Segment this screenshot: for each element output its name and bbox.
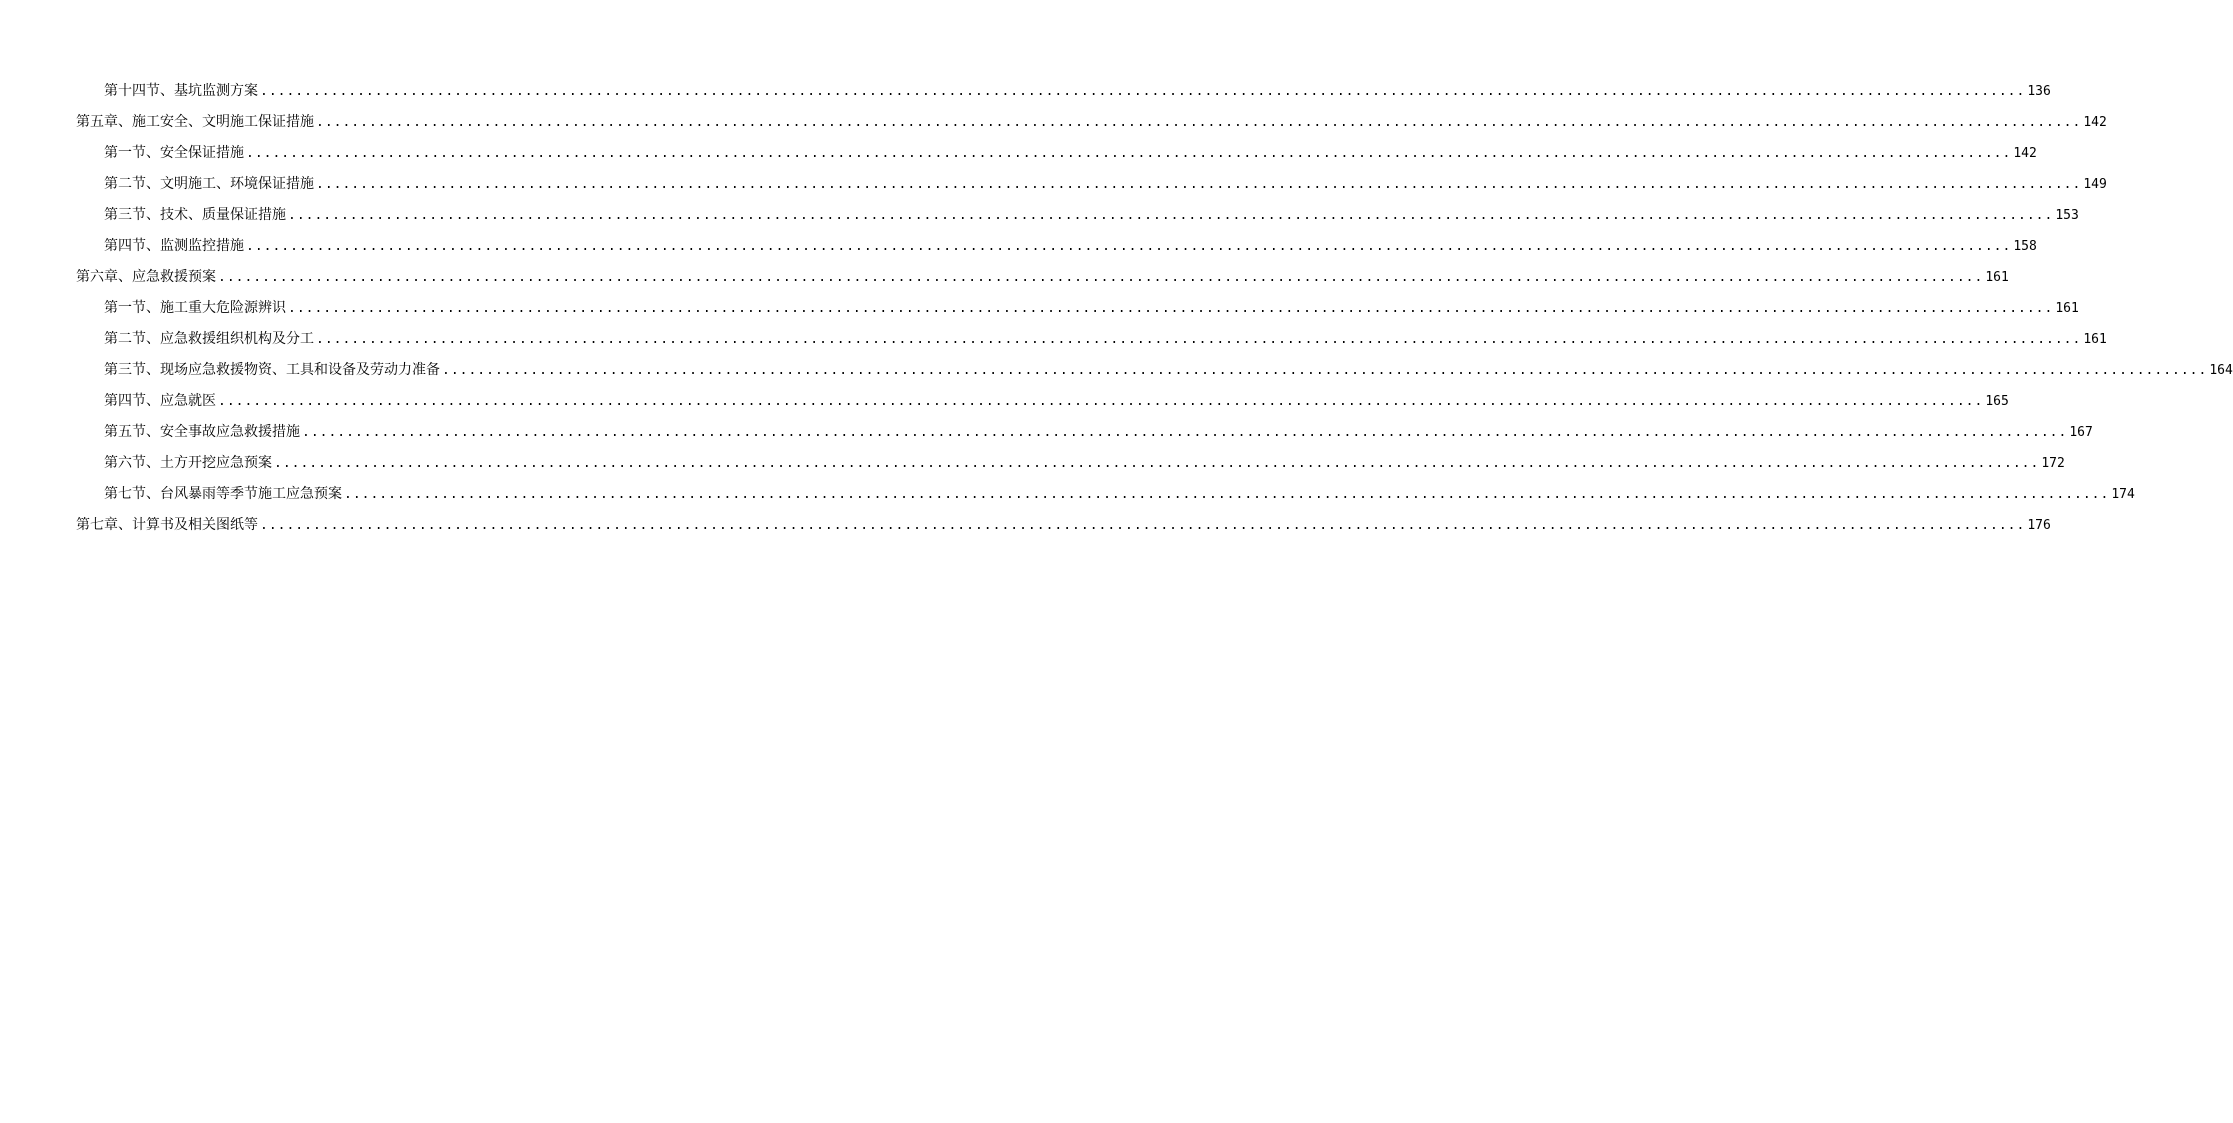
toc-entry-title: 第二节、应急救援组织机构及分工 [104, 331, 314, 347]
toc-entry-page: 161 [1985, 270, 2009, 285]
toc-entry[interactable] [76, 297, 2079, 328]
toc-entry[interactable] [76, 483, 2135, 514]
toc-dot-leader: ........................................................................................................................................................................................................ [246, 239, 2012, 254]
toc-entry-page: 153 [2055, 208, 2079, 223]
toc-dot-leader: ........................................................................................................................................................................................................ [288, 301, 2054, 316]
toc-entry[interactable] [76, 328, 2107, 359]
toc-entry-title: 第二节、文明施工、环境保证措施 [104, 176, 314, 192]
toc-entry-title: 第七节、台风暴雨等季节施工应急预案 [104, 486, 342, 502]
toc-dot-leader: ........................................................................................................................................................................................................ [302, 425, 2068, 440]
toc-entry[interactable] [76, 266, 2009, 297]
toc-entry-page: 172 [2041, 456, 2065, 471]
toc-entry[interactable] [76, 514, 2051, 545]
toc-dot-leader: ........................................................................................................................................................................................................ [218, 270, 1984, 285]
toc-dot-leader: ........................................................................................................................................................................................................ [316, 332, 2082, 347]
toc-entry[interactable] [76, 452, 2065, 483]
toc-entry-page: 142 [2083, 115, 2107, 130]
toc-entry-page: 167 [2069, 425, 2093, 440]
toc-entry-title: 第七章、计算书及相关图纸等 [76, 517, 258, 533]
toc-dot-leader: ........................................................................................................................................................................................................ [260, 84, 2026, 99]
toc-entry-title: 第一节、施工重大危险源辨识 [104, 300, 286, 316]
toc-dot-leader: ........................................................................................................................................................................................................ [218, 394, 1984, 409]
toc-entry-title: 第六章、应急救援预案 [76, 269, 216, 285]
toc-dot-leader: ........................................................................................................................................................................................................ [246, 146, 2012, 161]
toc-entry[interactable] [76, 142, 2037, 173]
toc-entry-page: 174 [2111, 487, 2135, 502]
toc-entry[interactable] [76, 204, 2079, 235]
toc-entry-title: 第六节、土方开挖应急预案 [104, 455, 272, 471]
toc-entry-title: 第十四节、基坑监测方案 [104, 83, 258, 99]
toc-dot-leader: ........................................................................................................................................................................................................ [288, 208, 2054, 223]
toc-dot-leader: ........................................................................................................................................................................................................ [442, 363, 2208, 378]
toc-entry-title: 第五章、施工安全、文明施工保证措施 [76, 114, 314, 130]
toc-dot-leader: ........................................................................................................................................................................................................ [260, 518, 2026, 533]
toc-entry-page: 142 [2013, 146, 2037, 161]
toc-entry-page: 158 [2013, 239, 2037, 254]
toc-entry-title: 第三节、现场应急救援物资、工具和设备及劳动力准备 [104, 362, 440, 378]
table-of-contents [76, 80, 2233, 545]
toc-entry-title: 第四节、应急就医 [104, 393, 216, 409]
toc-dot-leader: ........................................................................................................................................................................................................ [344, 487, 2110, 502]
toc-entry-page: 164 [2209, 363, 2233, 378]
toc-entry-page: 149 [2083, 177, 2107, 192]
toc-entry-title: 第一节、安全保证措施 [104, 145, 244, 161]
toc-entry[interactable] [76, 111, 2107, 142]
toc-entry[interactable] [76, 80, 2051, 111]
toc-entry[interactable] [76, 235, 2037, 266]
toc-dot-leader: ........................................................................................................................................................................................................ [316, 177, 2082, 192]
toc-entry-page: 136 [2027, 84, 2051, 99]
toc-entry[interactable] [76, 390, 2009, 421]
toc-entry[interactable] [76, 421, 2093, 452]
toc-entry-page: 161 [2083, 332, 2107, 347]
toc-dot-leader: ........................................................................................................................................................................................................ [316, 115, 2082, 130]
toc-entry-page: 176 [2027, 518, 2051, 533]
toc-entry[interactable] [76, 359, 2233, 390]
toc-entry-page: 161 [2055, 301, 2079, 316]
toc-entry[interactable] [76, 173, 2107, 204]
toc-entry-page: 165 [1985, 394, 2009, 409]
toc-entry-title: 第四节、监测监控措施 [104, 238, 244, 254]
toc-entry-title: 第三节、技术、质量保证措施 [104, 207, 286, 223]
toc-dot-leader: ........................................................................................................................................................................................................ [274, 456, 2040, 471]
toc-entry-title: 第五节、安全事故应急救援措施 [104, 424, 300, 440]
